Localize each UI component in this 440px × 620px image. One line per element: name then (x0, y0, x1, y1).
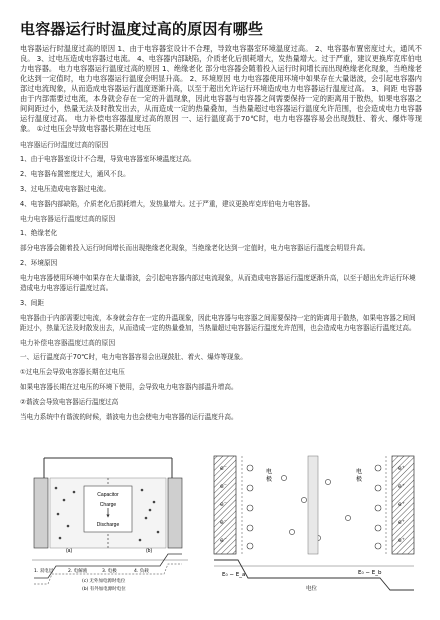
intro-paragraph: 电容器运行时温度过高的原因 1、由于电容器室设计不合理，导致电容器室环境温度过高。 2、电容器布置密度过大，通风不良。 3、过电压造成电容器过电流。 4、电容器内部缺陷，介质老化后损耗增大，发热量增大。过于严重，建议更换库克库伯电力电容器。 电力电容器运行温度过高的原因 1、绝缘老化 部分电容器会随着投入运行时间增长而出现绝缘老化现象，当绝缘老化达到一定值时，电力电容器运行温度会明显升高。 2、环境原因 电力电容器使用环境中如果存在大量谐波，会引起电容器内部过电流现象，从而造成电容器运行温度逐渐升高，以至于超出允许运行环境造成电力电容器运行温度过高。 3、间距 电容器由于内部需要过电流，本身就会存在一定的升温现象，因此电容器与电容器之间需要保持一定的距离用于散热，如果电容器之间间距过小，热量无法及时散发出去，从而造成一定的热量叠加，当热量超过电容器运行温度允许范围，也会造成电力电容器运行温度过高。 电力补偿电容器温度过高的原因 一、运行温度高于70℃时，电力电容器容易会出现鼓肚、着火、爆炸等现象。 ①过电压会导致电容器长期在过电压 (20, 44, 422, 133)
legend-4: 4. 负载 (134, 569, 149, 574)
svg-text:e⁺: e⁺ (398, 501, 405, 508)
discharge-label: Discharge (96, 522, 120, 528)
svg-text:e⁺: e⁺ (398, 465, 405, 472)
e0-right-label: E₀ − E_b (358, 570, 382, 576)
section-heading: 电容器运行时温度过高的原因 (20, 141, 109, 149)
svg-text:e⁻: e⁻ (220, 519, 227, 526)
list-item: 电容器由于内部需要过电流，本身就会存在一定的升温现象，因此电容器与电容器之间需要保持一定的距离用于散热，如果电容器之间间距过小，热量无法及时散发出去，从而造成一定的热量叠加，当热量超过电容器运行温度允许范围，也会造成电力电容器运行温度过高。 (20, 314, 416, 332)
charge-label: Charge (99, 502, 117, 508)
capacitor-label: Capacitor (97, 492, 119, 498)
label-b: (b) (146, 548, 153, 554)
list-item: 2、电容器布置密度过大，通风不良。 (20, 170, 130, 178)
list-item: 3、间距 (20, 299, 44, 307)
list-item: 一、运行温度高于70℃时，电力电容器容易会出现鼓肚、着火、爆炸等现象。 (20, 353, 247, 361)
figure-row (22, 448, 422, 598)
section-list (20, 140, 422, 422)
list-item: ①过电压会导致电容器长期在过电压 (20, 368, 125, 376)
capacitor-diagram (22, 448, 198, 596)
list-item: 如果电容器长期在过电压的环境下使用，会导致电力电容器内部温升增高。 (20, 383, 238, 391)
potential-label: 电位 (306, 586, 318, 592)
section-heading: 电力补偿电容器温度过高的原因 (20, 339, 116, 347)
label-a: (a) (66, 548, 73, 554)
legend-1: 1. 双电层 (34, 569, 54, 574)
list-item: 1、由于电容器室设计不合理，导致电容器室环境温度过高。 (20, 155, 196, 163)
electrode-right-label: 电 极 (354, 468, 362, 482)
list-item: ②谐波会导致电容器运行温度过高 (20, 398, 119, 406)
svg-text:e⁻: e⁻ (220, 501, 227, 508)
svg-text:e⁺: e⁺ (398, 519, 405, 526)
svg-text:e⁻: e⁻ (220, 483, 227, 490)
double-layer-diagram-svg (208, 448, 420, 596)
legend-3: 3. 电极 (102, 569, 117, 574)
capacitor-diagram-svg (22, 448, 198, 596)
double-layer-diagram (208, 448, 420, 596)
svg-text:e⁻: e⁻ (220, 537, 227, 544)
list-item: 4、电容器内部缺陷，介质老化后损耗增大，发热量增大。过于严重，建议更换库克库伯电力电容器。 (20, 200, 315, 208)
legend-d: (b) 有外加电源时电位 (82, 587, 126, 592)
legend-2: 2. 电解液 (68, 569, 88, 574)
section-heading: 电力电容器运行温度过高的原因 (20, 215, 116, 223)
list-item: 3、过电压造成电容器过电流。 (20, 185, 110, 193)
page-title: 电容器运行时温度过高的原因有哪些 (20, 20, 264, 38)
e0-left-label: E₀ − E_a (222, 572, 246, 578)
electrode-left-label: 电 极 (264, 468, 272, 482)
svg-text:e⁺: e⁺ (398, 483, 405, 490)
list-item: 部分电容器会随着投入运行时间增长而出现绝缘老化现象，当绝缘老化达到一定值时，电力电容器运行温度会明显升高。 (20, 244, 370, 252)
article-body (20, 44, 422, 427)
legend-c: (c) 无外加电源时电位 (82, 579, 126, 584)
list-item: 当电力系统中有谐波的时候，谐波电力也会使电力电容器的运行温度升高。 (20, 413, 238, 421)
svg-text:e⁺: e⁺ (398, 537, 405, 544)
list-item: 电力电容器使用环境中如果存在大量谐波，会引起电容器内部过电流现象，从而造成电容器运行温度逐渐升高，以至于超出允许运行环境造成电力电容器运行温度过高。 (20, 274, 416, 292)
svg-text:e⁻: e⁻ (220, 465, 227, 472)
list-item: 2、环境原因 (20, 259, 58, 267)
list-item: 1、绝缘老化 (20, 229, 58, 237)
